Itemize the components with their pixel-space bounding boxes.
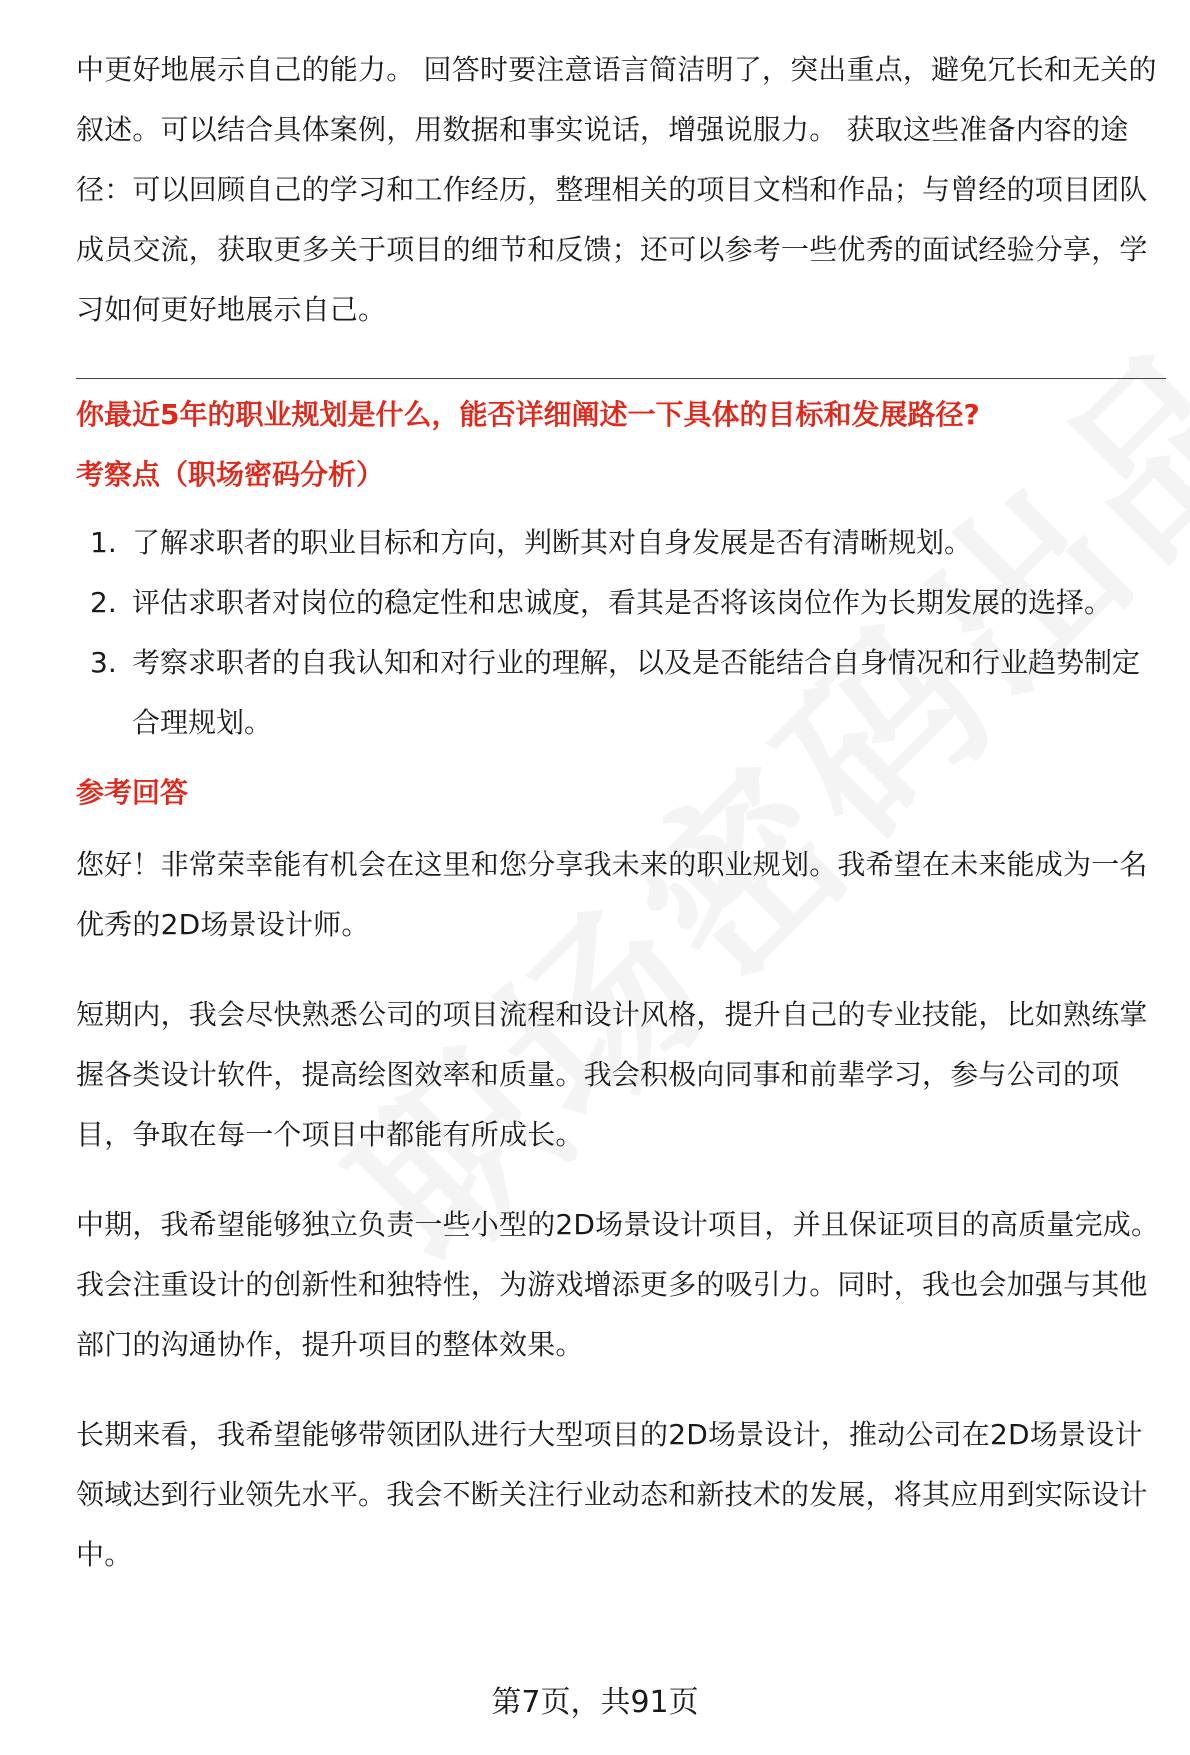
list-item bbox=[76, 573, 1166, 633]
section-divider bbox=[76, 378, 1166, 379]
answer-paragraph: 您好！非常荣幸能有机会在这里和您分享我未来的职业规划。我希望在未来能成为一名优秀的2D场景设计师。 bbox=[76, 848, 1148, 941]
exam-points-list bbox=[76, 513, 1166, 753]
answer-paragraph: 短期内，我会尽快熟悉公司的项目流程和设计风格，提升自己的专业技能，比如熟练掌握各类设计软件，提高绘图效率和质量。我会积极向同事和前辈学习，参与公司的项目，争取在每一个项目中都能有所成长。 bbox=[76, 998, 1148, 1151]
list-item-number: 1. bbox=[90, 526, 117, 559]
list-item bbox=[76, 513, 1166, 573]
page-number: 第7页，共91页 bbox=[491, 1685, 699, 1720]
list-item-number: 2. bbox=[90, 586, 117, 619]
list-item-text: 评估求职者对岗位的稳定性和忠诚度，看其是否将该岗位作为长期发展的选择。 bbox=[132, 586, 1113, 619]
exam-points-heading: 考察点（职场密码分析） bbox=[76, 458, 385, 491]
list-item-text: 考察求职者的自我认知和对行业的理解，以及是否能结合自身情况和行业趋势制定合理规划。 bbox=[132, 646, 1141, 739]
page-content bbox=[76, 40, 1166, 1585]
answer-paragraph: 长期来看，我希望能够带领团队进行大型项目的2D场景设计，推动公司在2D场景设计领域达到行业领先水平。我会不断关注行业动态和新技术的发展，将其应用到实际设计中。 bbox=[76, 1418, 1148, 1571]
list-item bbox=[76, 633, 1166, 753]
question-title: 你最近5年的职业规划是什么，能否详细阐述一下具体的目标和发展路径? bbox=[76, 398, 980, 431]
answer-body bbox=[76, 835, 1166, 1585]
list-item-text: 了解求职者的职业目标和方向，判断其对自身发展是否有清晰规划。 bbox=[132, 526, 973, 559]
answer-paragraph: 中期，我希望能够独立负责一些小型的2D场景设计项目，并且保证项目的高质量完成。我会注重设计的创新性和独特性，为游戏增添更多的吸引力。同时，我也会加强与其他部门的沟通协作，提升项目的整体效果。 bbox=[76, 1208, 1160, 1361]
answer-heading: 参考回答 bbox=[76, 776, 189, 809]
intro-paragraph: 中更好地展示自己的能力。 回答时要注意语言简洁明了，突出重点，避免冗长和无关的叙述。可以结合具体案例，用数据和事实说话，增强说服力。 获取这些准备内容的途径：可以回顾自己的学习和工作经历，整理相关的项目文档和作品；与曾经的项目团队成员交流，获取更多关于项目的细节和反馈；还可以参考一些优秀的面试经验分享，学习如何更好地展示自己。 bbox=[76, 53, 1157, 326]
list-item-number: 3. bbox=[90, 646, 117, 679]
